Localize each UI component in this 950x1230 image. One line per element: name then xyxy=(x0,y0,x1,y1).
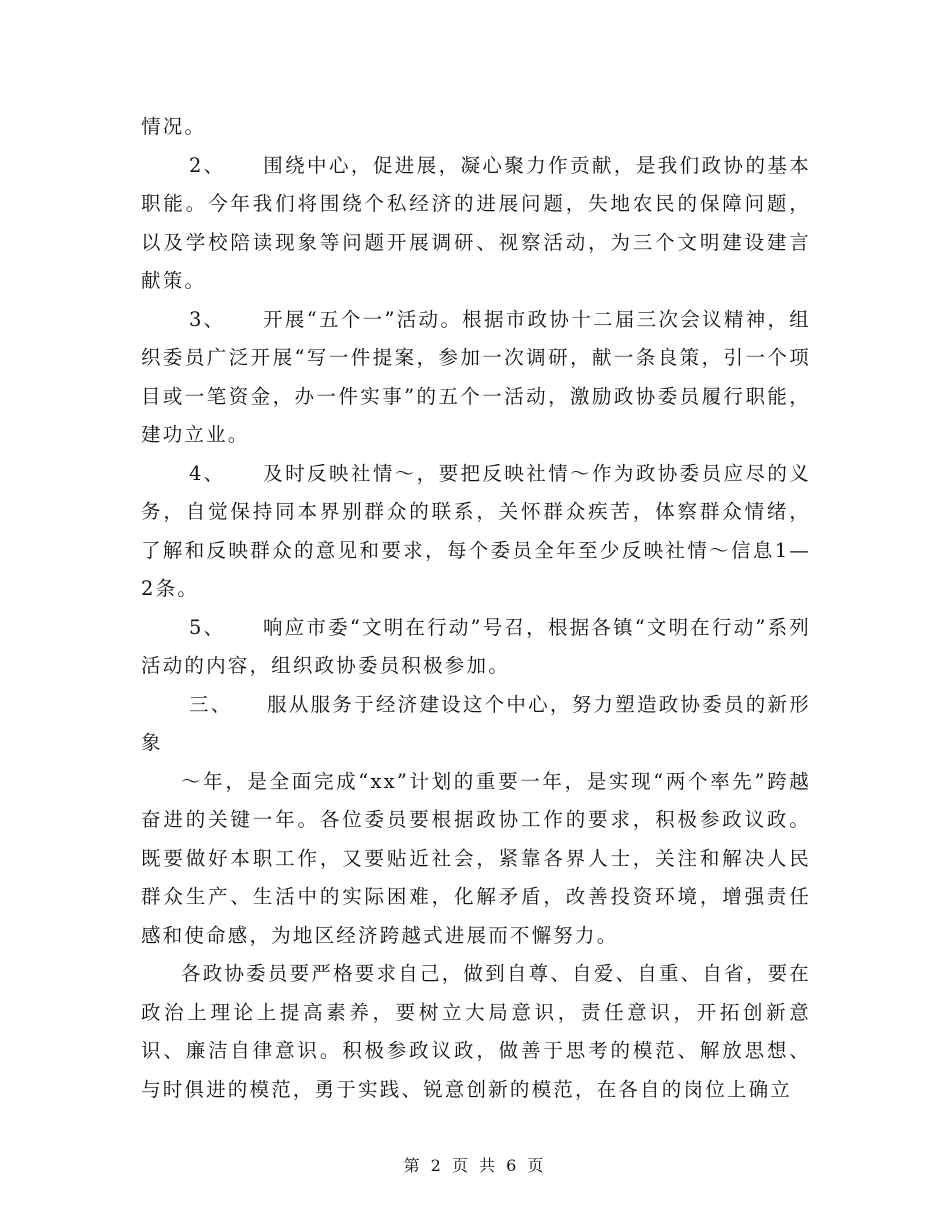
numbered-paragraph-3 xyxy=(141,301,811,455)
item-number: 3、 xyxy=(189,307,226,331)
section-number: 三、 xyxy=(189,692,233,716)
section-heading-text: 服从服务于经济建设这个中心，努力塑造政协委员的新形象 xyxy=(141,692,811,754)
paragraph-continuation xyxy=(141,108,811,147)
paragraph-text: 响应市委“文明在行动”号召，根据各镇“文明在行动”系列活动的内容，组织政协委员积极参加。 xyxy=(141,615,811,677)
paragraph-year-goals xyxy=(141,763,811,956)
paragraph-text: 各政协委员要严格要求自己，做到自尊、自爱、自重、自省，要在政治上理论上提高素养，要树立大局意识，责任意识，开拓创新意识、廉洁自律意识。积极参政议政，做善于思考的模范、解放思想、与时俱进的模范，勇于实践、锐意创新的模范，在各自的岗位上确立 xyxy=(141,962,811,1101)
section-heading-3 xyxy=(141,686,811,763)
paragraph-text: 及时反映社情～，要把反映社情～作为政协委员应尽的义务，自觉保持同本界别群众的联系，关怀群众疾苦，体察群众情绪，了解和反映群众的意见和要求，每个委员全年至少反映社情～信息1—2条。 xyxy=(141,461,811,600)
numbered-paragraph-4 xyxy=(141,455,811,609)
page-footer: 第 2 页 共 6 页 xyxy=(403,1156,547,1175)
item-number: 2、 xyxy=(189,153,226,177)
numbered-paragraph-2 xyxy=(141,147,811,301)
item-number: 5、 xyxy=(189,615,226,639)
paragraph-member-requirements xyxy=(141,955,811,1109)
numbered-paragraph-5 xyxy=(141,609,811,686)
document-body xyxy=(141,108,811,1109)
paragraph-text: 开展“五个一”活动。根据市政协十二届三次会议精神，组织委员广泛开展“写一件提案，参加一次调研，献一条良策，引一个项目或一笔资金，办一件实事”的五个一活动，激励政协委员履行职能，建功立业。 xyxy=(141,307,811,446)
paragraph-text: ～年，是全面完成“xx”计划的重要一年，是实现“两个率先”跨越奋进的关键一年。各位委员要根据政协工作的要求，积极参政议政。既要做好本职工作，又要贴近社会，紧靠各界人士，关注和解决人民群众生产、生活中的实际困难，化解矛盾，改善投资环境，增强责任感和使命感，为地区经济跨越式进展而不懈努力。 xyxy=(141,769,811,947)
paragraph-text: 情况。 xyxy=(141,115,207,138)
paragraph-text: 围绕中心，促进展，凝心聚力作贡献，是我们政协的基本职能。今年我们将围绕个私经济的进展问题，失地农民的保障问题，以及学校陪读现象等问题开展调研、视察活动，为三个文明建设建言献策。 xyxy=(141,153,811,292)
item-number: 4、 xyxy=(189,461,226,485)
